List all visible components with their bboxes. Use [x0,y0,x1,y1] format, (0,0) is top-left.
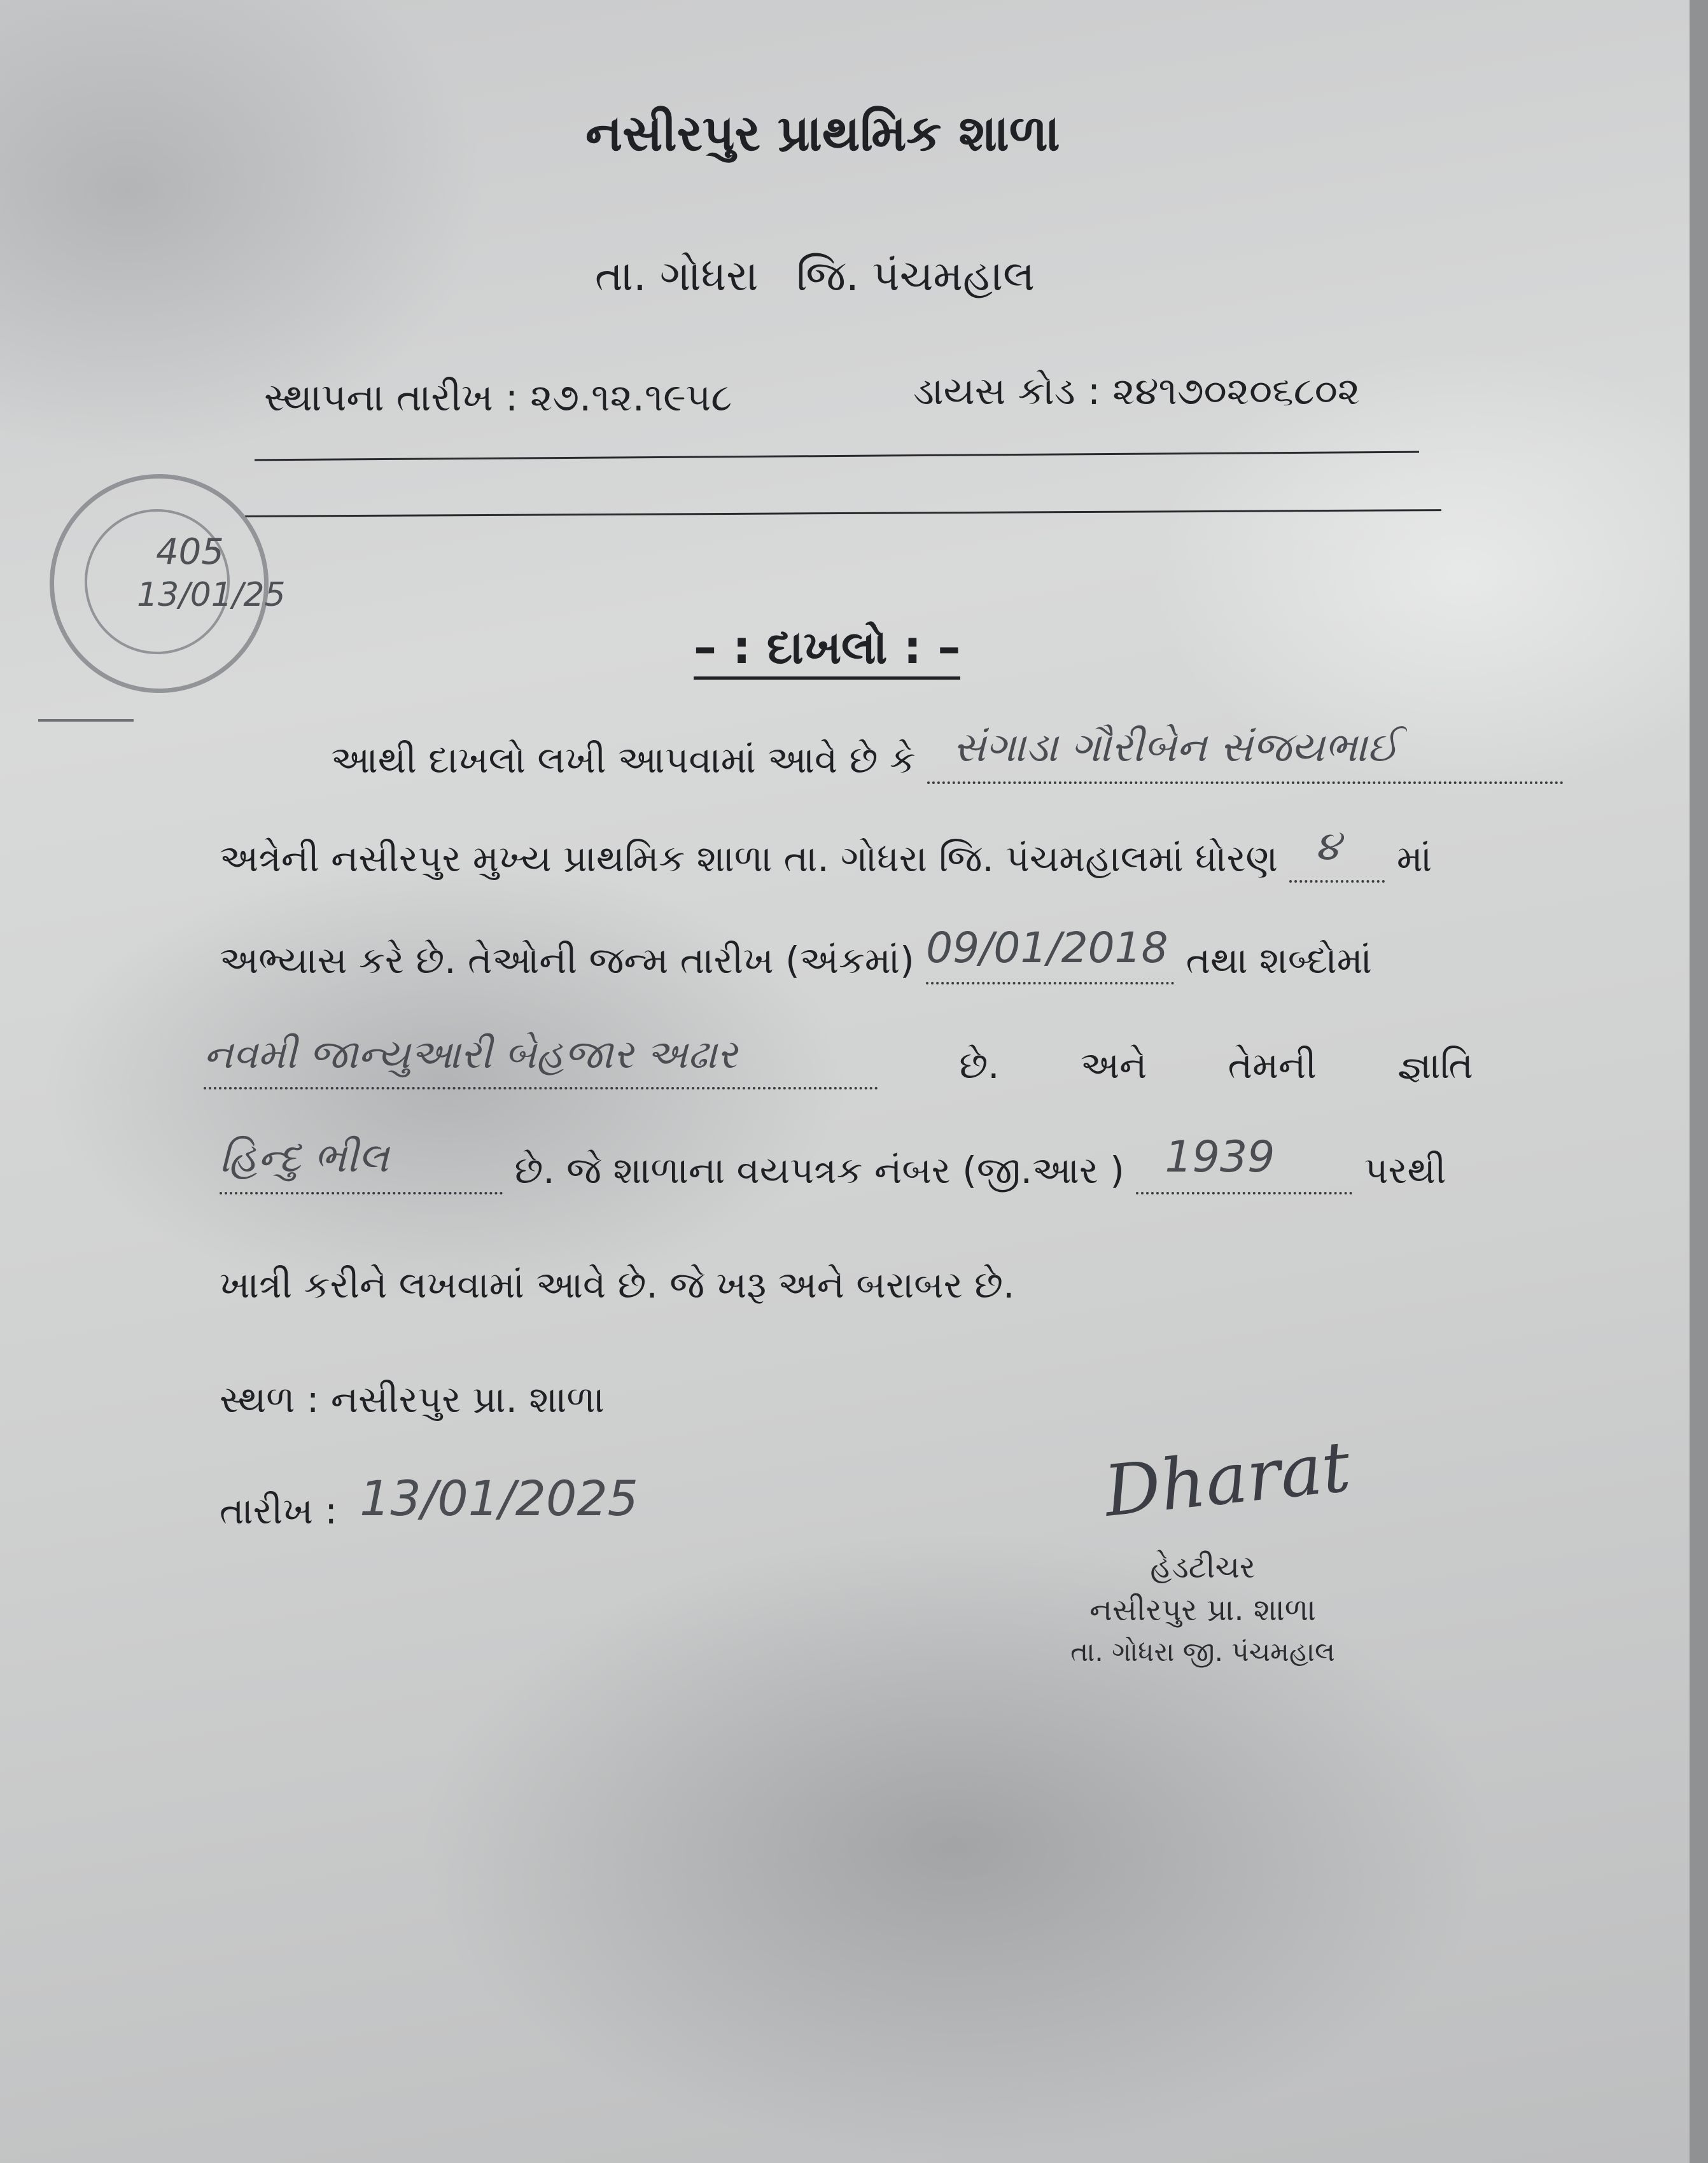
line-4-word-3: તેમની [1228,1044,1317,1087]
stamp-corner-mark [38,719,134,722]
line-1-prefix: આથી દાખલો લખી આપવામાં આવે છે કે [331,738,916,781]
stamp-date: 13/01/25 [137,576,286,614]
dob-words-field [204,1031,878,1089]
dob-numeric: 09/01/2018 [926,923,1168,972]
line-5 [220,1132,1446,1194]
caste-value: હિન્દુ ભીલ [220,1135,389,1182]
signature-school: નસીરપુર પ્રા. શાળા [1089,1592,1316,1628]
header-rule-bottom [245,509,1441,517]
student-name: સંગાડા ગૌરીબેન સંજયભાઈ [953,724,1399,771]
established-date: સ્થાપના તારીખ : ૨૭.૧૨.૧૯૫૮ [264,375,732,420]
line-3-prefix: અભ્યાસ કરે છે. તેઓની જન્મ તારીખ (અંકમાં) [220,939,914,982]
line-3 [220,923,1372,984]
dise-code: ડાયસ કોડ : ૨૪૧૭૦૨૦૬૮૦૨ [913,369,1361,414]
line-4-word-2: અને [1080,1044,1147,1087]
signature-role: હેડટીચર [1150,1550,1256,1585]
place-label: સ્થળ : નસીરપુર પ્રા. શાળા [220,1378,605,1421]
signature-block [1069,1550,1336,1668]
line-2-suffix: માં [1396,837,1432,880]
line-4 [204,1031,1473,1089]
date-label: તારીખ : [220,1489,337,1532]
district: જિ. પંચમહાલ [796,251,1035,300]
certificate-heading: – : દાખલો : – [694,620,960,680]
line-5-suffix: પરથી [1364,1149,1446,1192]
student-name-field [927,724,1564,784]
dob-numeric-field [926,923,1174,984]
line-3-suffix: તથા શબ્દોમાં [1186,939,1372,982]
header-rule-top [255,451,1419,461]
school-name: નસીરપુર પ્રાથમિક શાળા [585,105,1060,162]
date-value: 13/01/2025 [360,1470,639,1527]
gr-number-field [1136,1132,1352,1194]
line-4-word-4: જ્ઞાતિ [1397,1044,1473,1087]
gr-number: 1939 [1165,1132,1275,1182]
signature-address: તા. ગોધરા જી. પંચમહાલ [1070,1636,1335,1667]
caste-field [220,1135,503,1194]
page-edge [1690,0,1708,2163]
line-2-prefix: અત્રેની નસીરપુર મુખ્ય પ્રાથમિક શાળા તા. ગોધરા જિ. પંચમહાલમાં ધોરણ [220,837,1278,880]
standard-value: ૪ [1315,823,1341,870]
line-6: ખાત્રી કરીને લખવામાં આવે છે. જે ખરૂ અને બરાબર છે. [220,1263,1015,1306]
line-4-word-1: છે. [959,1044,1000,1087]
dob-words: નવમી જાન્યુઆરી બેહજાર અઢાર [204,1031,738,1077]
location-line [595,251,1035,302]
line-2 [220,823,1432,883]
stamp-number: 405 [156,531,224,573]
taluka: તા. ગોધરા [595,251,759,300]
line-1 [331,724,1564,784]
standard-field [1289,823,1385,883]
headteacher-signature: Dharat [1100,1425,1354,1532]
line-5-middle: છે. જે શાળાના વયપત્રક નંબર (જી.આર ) [514,1149,1124,1192]
